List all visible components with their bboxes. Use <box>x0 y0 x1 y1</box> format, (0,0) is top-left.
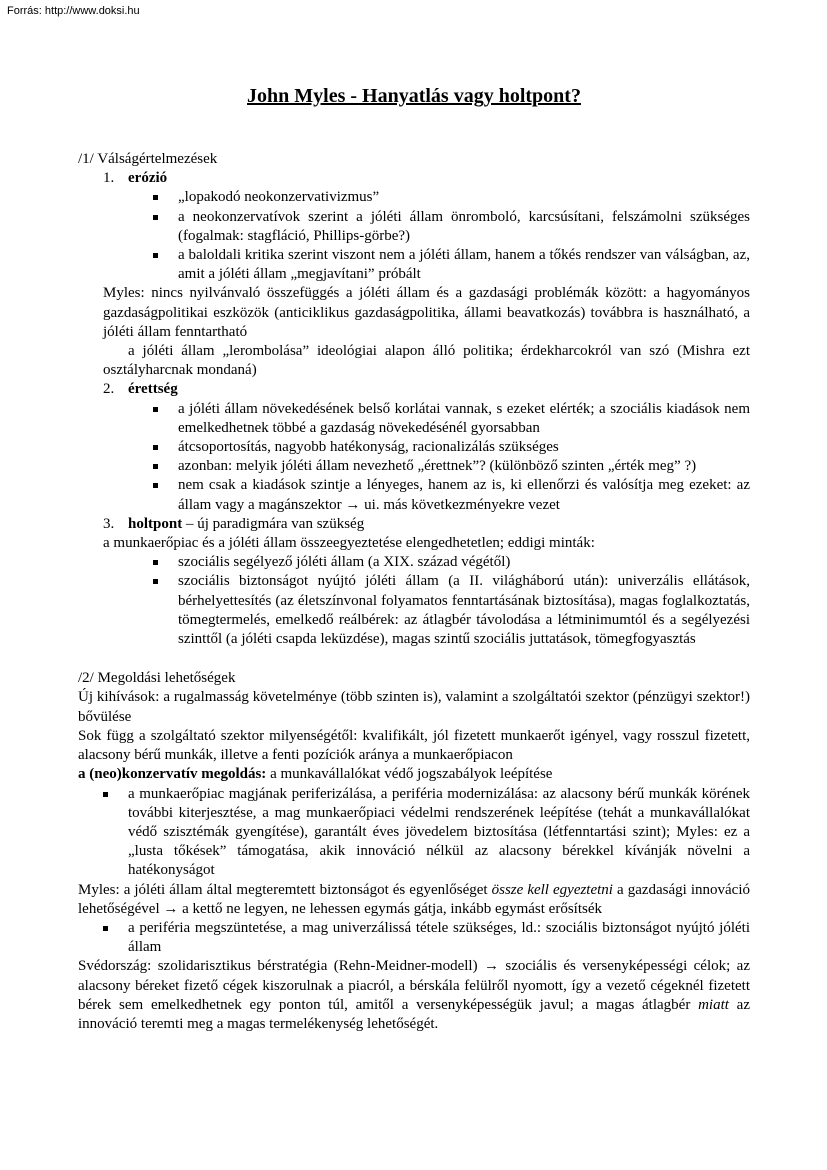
list-item-text: azonban: melyik jóléti állam nevezhető „érettnek”? (különböző szinten „érték meg” ?) <box>178 458 697 475</box>
document-page <box>78 72 750 1034</box>
list-item-text: nem csak a kiadások szintje a lényeges, hanem az is, ki ellenőrzi és valósítja meg ezeket: az állam vagy a magánszektor → ui. más következményekre vezet <box>178 477 750 513</box>
erettseg-heading: érettség <box>128 381 178 398</box>
neokonzervativ-paragraph <box>78 765 750 784</box>
neokonzervativ-label: a (neo)konzervatív megoldás: <box>78 766 267 783</box>
list-item-text: a neokonzervatívok szerint a jóléti állam önromboló, karcsúsítani, felszámolni szükséges (fogalmak: stagfláció, Phillips-görbe?) <box>178 208 750 244</box>
section-2-heading: /2/ Megoldási lehetőségek <box>78 670 236 687</box>
list-item <box>153 553 750 572</box>
list-item <box>153 572 750 649</box>
lerombolas-paragraph: a jóléti állam „lerombolása” ideológiai alapon álló politika; érdekharcokról van szó (Mishra ezt osztályharcnak mondaná) <box>103 343 750 379</box>
item-erozio <box>103 169 750 188</box>
list-item <box>153 438 750 457</box>
list-item <box>153 188 750 207</box>
holtpont-rest: – új paradigmára van szükség <box>182 515 365 532</box>
periferia-list <box>103 919 750 957</box>
document-title: John Myles - Hanyatlás vagy holtpont? <box>247 85 581 107</box>
item-erettseg <box>103 380 750 399</box>
list-item <box>153 476 750 514</box>
list-item-text: szociális biztonságot nyújtó jóléti állam (a II. világháború után): univerzális ellátások, bérhelyettesítés (az életszínvonal folyamatos fenntartásának biztosítása), magas foglalkoztatás, tömegtermelés, emelkedő reálbérek: az átlagbér távolodása a létminimumtól és a segélyezési szinttől (a jóléti csapda leküzdése), magas szintű szociális juttatások, tömegfogyasztás <box>178 573 750 648</box>
holtpont-heading: holtpont <box>128 515 183 532</box>
item-holtpont <box>103 515 750 534</box>
item-number: 3. <box>103 515 115 532</box>
item-number: 1. <box>103 170 115 187</box>
list-item-text: a munkaerőpiac magjának periferizálása, a periféria modernizálása: az alacsony bérű munkák körének további kiterjesztése, a mag munkaerőpiaci védelmi rendszerének leépítése (tehát a munkavállalókat védő szisztémák gyengítése), garantált éves jövedelem biztosítása (létfenntartási szint); Myles: ez a „lusta tőkések” támogatása, akik innováció nélkül az alacsony bérekkel kívánják növelni a hatékonyságot <box>128 785 750 879</box>
myles-innovacio-b: a gazdasági innováció lehetőségével → a kettő ne legyen, ne lehessen egymás gátja, inkább egymást erősítsék <box>78 881 751 917</box>
neokonzervativ-list <box>103 785 750 881</box>
svedorszag-a: Svédország: szolidarisztikus bérstratégia (Rehn-Meidner-modell) → szociális és versenyképességi célok; az alacsony béreket fizető cégek kiszorulnak a piacról, a bérskála felülről nyomott, így a vezető cégeknél fizetett bérek sem emelkedhetnek egy ponton túl, amitől a versenyképességük javul; a magas átlagbér <box>78 958 750 1013</box>
szolgaltato-paragraph: Sok függ a szolgáltató szektor milyenségétől: kvalifikált, jól fizetett munkaerőt igényel, vagy rosszul fizetett, alacsony bérű munkák, illetve a fenti pozíciók aránya a munkaerőpiacon <box>78 727 750 764</box>
holtpont-list <box>153 553 750 649</box>
erozio-list <box>153 188 750 284</box>
svedorszag-paragraph <box>78 957 750 1034</box>
source-url: Forrás: http://www.doksi.hu <box>7 5 140 17</box>
list-item <box>153 208 750 246</box>
list-item-text: átcsoportosítás, nagyobb hatékonyság, racionalizálás szükséges <box>178 439 559 456</box>
list-item <box>153 246 750 284</box>
list-item-text: „lopakodó neokonzervativizmus” <box>178 189 380 206</box>
list-item <box>153 400 750 438</box>
myles-innovacio-em: össze kell egyeztetni <box>491 881 613 898</box>
myles-paragraph: Myles: nincs nyilvánvaló összefüggés a jóléti állam és a gazdasági problémák között: a hagyományos gazdaságpolitikai eszközök (anticiklikus gazdaságpolitika, állami beavatkozás) továbbra is használható, a jóléti állam fenntartható <box>103 285 750 340</box>
svedorszag-b: az innováció teremti meg a magas termelékenység lehetőségét. <box>78 996 750 1032</box>
kihivasok-paragraph: Új kihívások: a rugalmasság követelménye (több szinten is), valamint a szolgáltatói szektor (pénzügyi szektor!) bővülése <box>78 689 750 725</box>
list-item-text: a jóléti állam növekedésének belső korlátai vannak, s ezeket elérték; a szociális kiadások nem emelkedhetnek többé a gazdaság növekedésénél gyorsabban <box>178 400 750 436</box>
svedorszag-em: miatt <box>698 996 729 1013</box>
list-item <box>153 457 750 476</box>
list-item-text: szociális segélyező jóléti állam (a XIX. század végétől) <box>178 554 511 571</box>
munkaeropiac-paragraph: a munkaerőpiac és a jóléti állam összeegyeztetése elengedhetetlen; eddigi minták: <box>103 535 595 552</box>
list-item <box>103 919 750 957</box>
section-1-heading: /1/ Válságértelmezések <box>78 151 218 167</box>
myles-innovacio-paragraph <box>78 881 750 919</box>
list-item <box>103 785 750 881</box>
list-item-text: a periféria megszüntetése, a mag univerzálissá tétele szükséges, ld.: szociális biztonságot nyújtó jóléti állam <box>128 919 750 956</box>
myles-innovacio-a: Myles: a jóléti állam által megteremtett biztonságot és egyenlőséget <box>78 881 492 898</box>
item-number: 2. <box>103 381 115 398</box>
neokonzervativ-rest: a munkavállalókat védő jogszabályok leépítése <box>266 766 553 783</box>
erozio-heading: erózió <box>128 170 168 187</box>
erettseg-list <box>153 400 750 515</box>
list-item-text: a baloldali kritika szerint viszont nem a jóléti állam, hanem a tőkés rendszer van válságban, az, amit a jóléti állam „megjavítani” próbált <box>178 247 750 283</box>
